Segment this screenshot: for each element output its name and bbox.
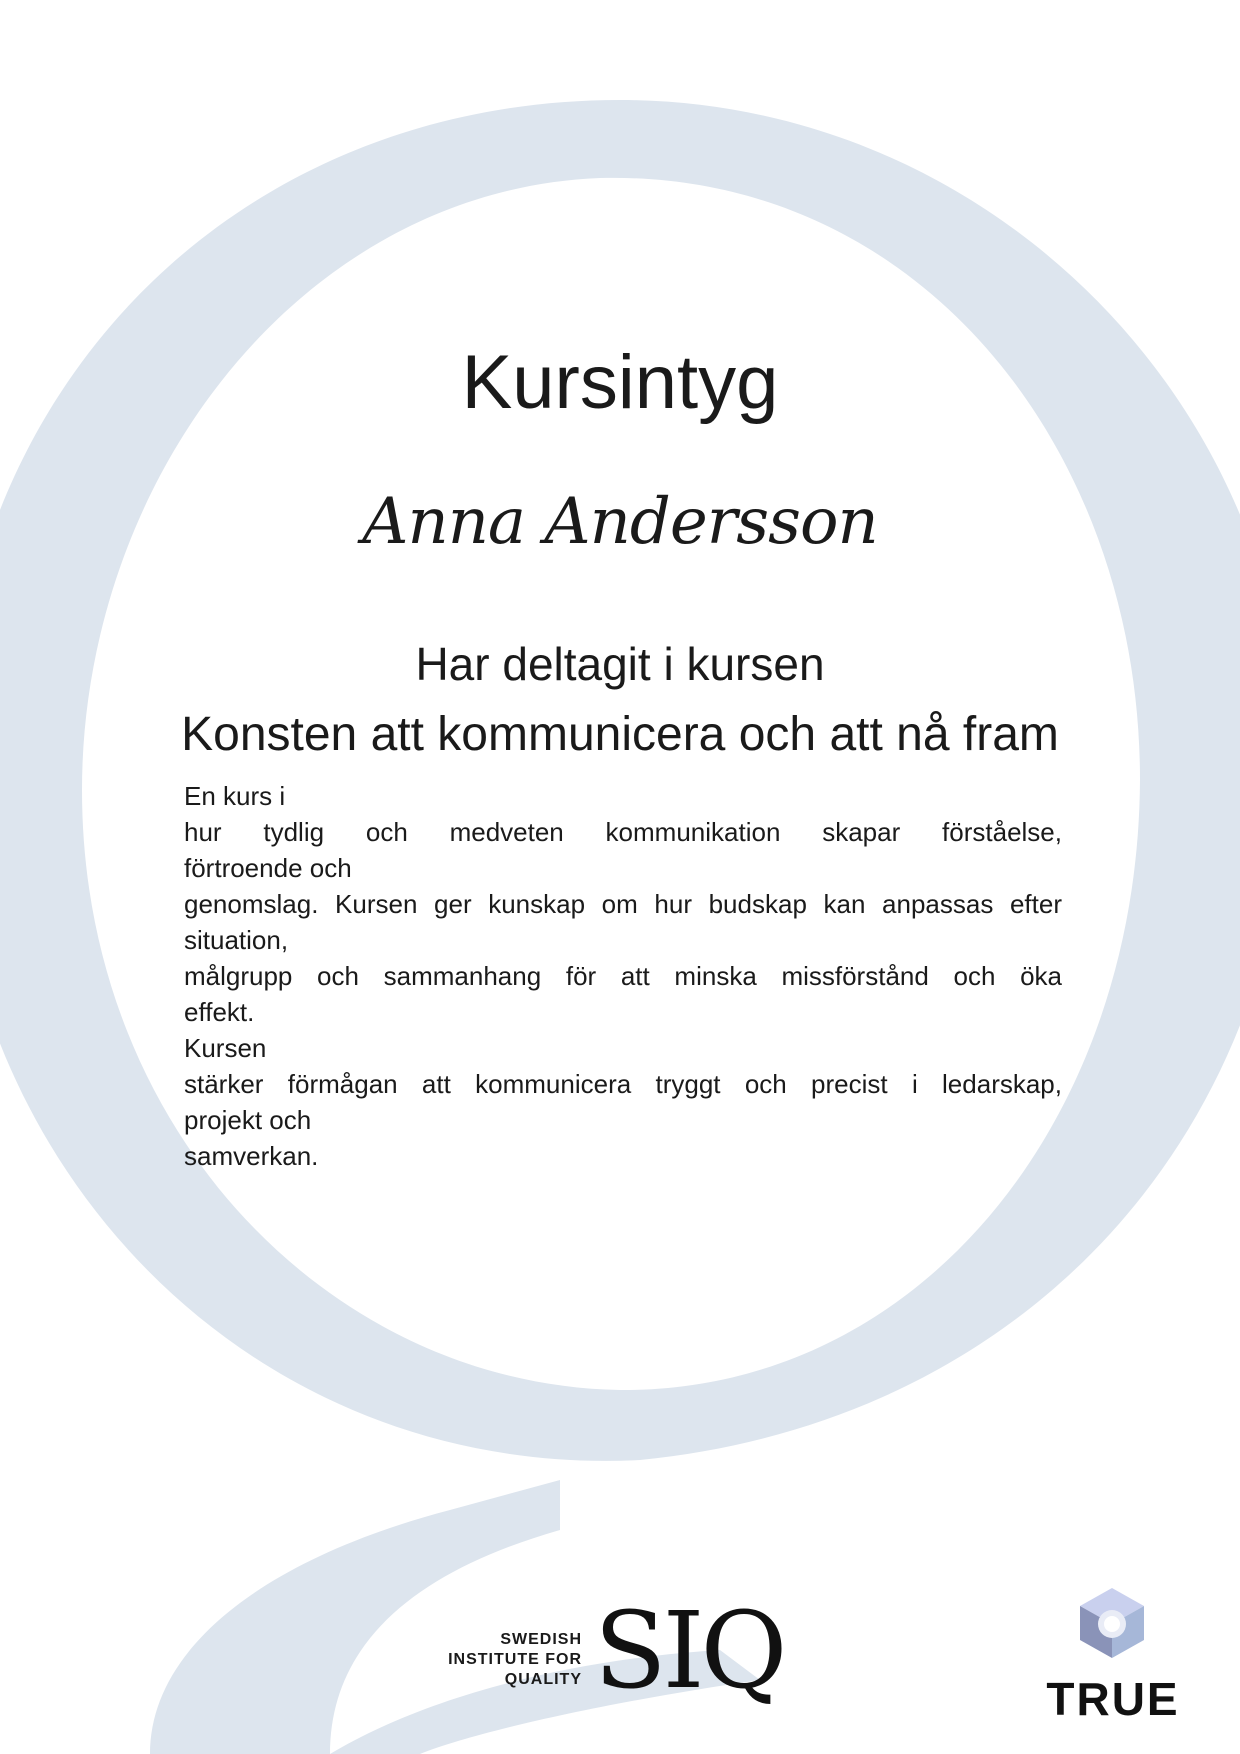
course-description	[184, 778, 1062, 1174]
description-line: genomslag. Kursen ger kunskap om hur budskap kan anpassas efter	[184, 889, 1062, 919]
description-line: projekt och	[184, 1105, 312, 1135]
participation-subtitle: Har deltagit i kursen	[415, 638, 825, 690]
description-line: hur tydlig och medveten kommunikation skapar förståelse,	[184, 817, 1062, 847]
true-cube-icon	[1074, 1584, 1150, 1660]
description-line: situation,	[184, 925, 289, 955]
description-line: En kurs i	[184, 781, 286, 811]
true-logo: TRUE	[1046, 1673, 1180, 1725]
description-line: förtroende och	[184, 853, 352, 883]
description-line: samverkan.	[184, 1141, 319, 1171]
description-line: effekt.	[184, 997, 255, 1027]
page-title: Kursintyg	[461, 340, 779, 425]
siq-logo-text	[410, 1630, 582, 1690]
description-line: Kursen	[184, 1033, 267, 1063]
siq-line: INSTITUTE FOR	[448, 1651, 582, 1668]
description-line: målgrupp och sammanhang för att minska missförstånd och öka	[184, 961, 1062, 991]
description-line: stärker förmågan att kommunicera tryggt och precist i ledarskap,	[184, 1069, 1062, 1099]
siq-line: QUALITY	[504, 1671, 582, 1688]
recipient-name: Anna Andersson	[362, 485, 878, 559]
siq-logo: SIQ	[594, 1589, 784, 1712]
course-name: Konsten att kommunicera och att nå fram	[181, 708, 1059, 761]
siq-line: SWEDISH	[500, 1631, 582, 1648]
